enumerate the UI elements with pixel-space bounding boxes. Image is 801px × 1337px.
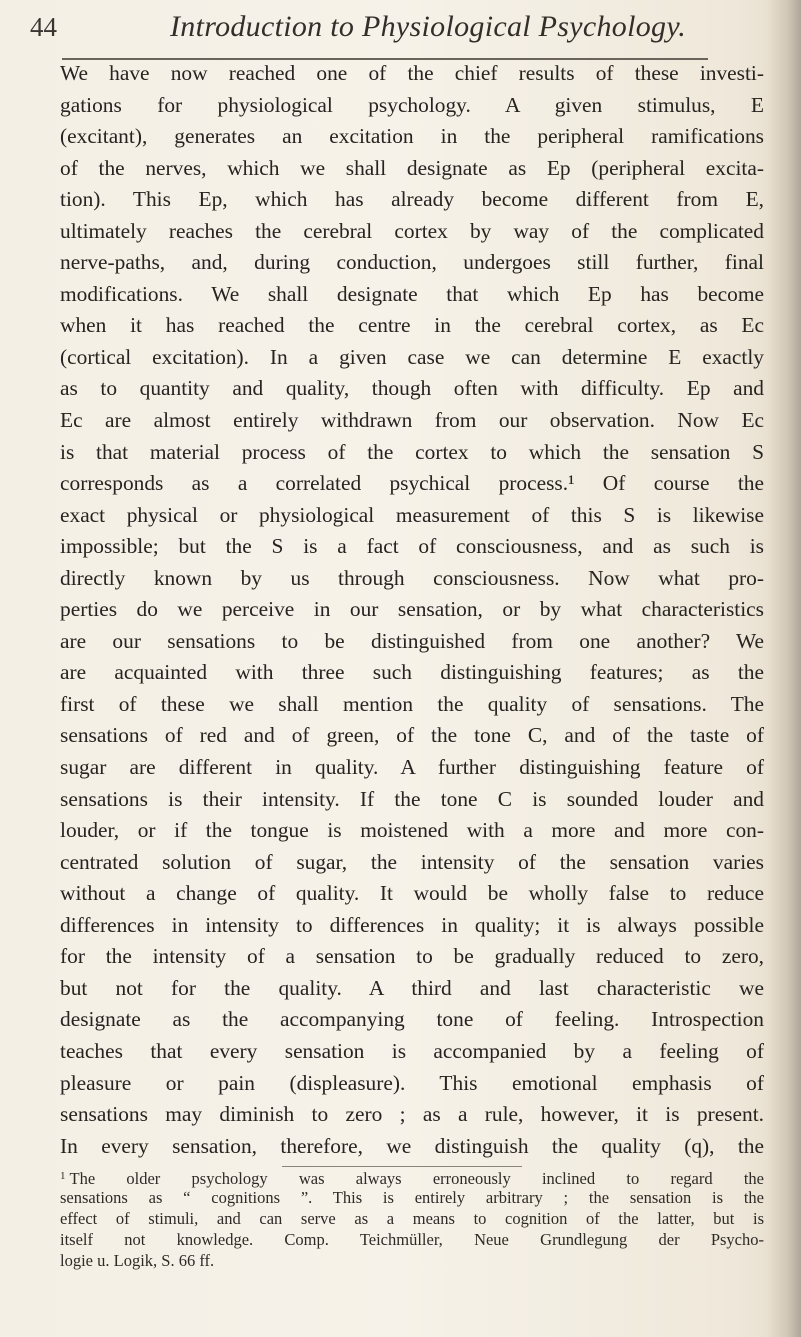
text-line: teaches that every sensation is accompanied by a feeling of	[60, 1038, 764, 1063]
text-line: impossible; but the S is a fact of consciousness, and as such is	[60, 534, 764, 559]
footnote	[60, 1166, 764, 1271]
text-line: are acquainted with three such distinguishing features; as the	[60, 660, 764, 685]
text-line: sensations is their intensity. If the tone C is sounded louder and	[60, 786, 764, 811]
text-line: of the nerves, which we shall designate as Ep (peripheral excita-	[60, 155, 764, 180]
text-line: (excitant), generates an excitation in the peripheral ramifications	[60, 124, 764, 149]
text-line: We have now reached one of the chief results of these investi-	[60, 61, 764, 85]
text-line: In every sensation, therefore, we distinguish the quality (q), the	[60, 1133, 764, 1158]
text-line: is that material process of the cortex to which the sensation S	[60, 439, 764, 464]
text-line: when it has reached the centre in the cerebral cortex, as Ec	[60, 313, 764, 338]
footnote-line	[60, 1166, 764, 1187]
text-line: are our sensations to be distinguished from one another? We	[60, 628, 764, 653]
footnote-line: effect of stimuli, and can serve as a means to cognition of the latter, but is	[60, 1209, 764, 1228]
text-line: pleasure or pain (displeasure). This emotional emphasis of	[60, 1070, 764, 1095]
text-line: directly known by us through consciousness. Now what pro-	[60, 565, 764, 590]
body-text	[60, 58, 764, 1162]
footnote-line: itself not knowledge. Comp. Teichmüller, Neue Grundlegung der Psycho-	[60, 1230, 764, 1249]
footnote-line: logie u. Logik, S. 66 ff.	[60, 1251, 215, 1270]
footnote-marker: 1	[60, 1170, 66, 1182]
text-line: but not for the quality. A third and last characteristic we	[60, 975, 764, 1000]
text-line: without a change of quality. It would be wholly false to reduce	[60, 881, 764, 906]
text-line: first of these we shall mention the quality of sensations. The	[60, 691, 764, 716]
text-line: centrated solution of sugar, the intensity of the sensation varies	[60, 849, 764, 874]
text-line: sensations of red and of green, of the tone C, and of the taste of	[60, 723, 764, 748]
text-line: designate as the accompanying tone of feeling. Introspection	[60, 1007, 764, 1032]
page-edge-shadow	[767, 0, 801, 1337]
text-line: gations for physiological psychology. A given stimulus, E	[60, 92, 764, 117]
text-line: differences in intensity to differences in quality; it is always possible	[60, 912, 764, 937]
text-line: modifications. We shall designate that which Ep has become	[60, 281, 764, 306]
page-header	[30, 8, 770, 56]
text-line: perties do we perceive in our sensation, or by what characteristics	[60, 597, 764, 622]
footnote-text: The older psychology was always erroneously inclined to regard the	[69, 1169, 764, 1188]
text-line: exact physical or physiological measurement of this S is likewise	[60, 502, 764, 527]
text-line: as to quantity and quality, though often with difficulty. Ep and	[60, 376, 764, 401]
page-number: 44	[30, 12, 57, 42]
text-line: sugar are different in quality. A further distinguishing feature of	[60, 755, 764, 780]
footnote-line: sensations as “ cognitions ”. This is entirely arbitrary ; the sensation is the	[60, 1188, 764, 1207]
text-line: (cortical excitation). In a given case we can determine E exactly	[60, 344, 764, 369]
text-line: Ec are almost entirely withdrawn from our observation. Now Ec	[60, 408, 764, 433]
text-line: tion). This Ep, which has already become different from E,	[60, 187, 764, 212]
text-line: nerve-paths, and, during conduction, undergoes still further, final	[60, 250, 764, 275]
text-line: corresponds as a correlated psychical process.¹ Of course the	[60, 471, 764, 496]
text-line: ultimately reaches the cerebral cortex by way of the complicated	[60, 218, 764, 243]
text-line: louder, or if the tongue is moistened with a more and more con-	[60, 818, 764, 843]
text-line: for the intensity of a sensation to be gradually reduced to zero,	[60, 944, 764, 969]
running-title: Introduction to Physiological Psychology.	[170, 10, 687, 43]
text-line: sensations may diminish to zero ; as a rule, however, it is present.	[60, 1102, 764, 1127]
